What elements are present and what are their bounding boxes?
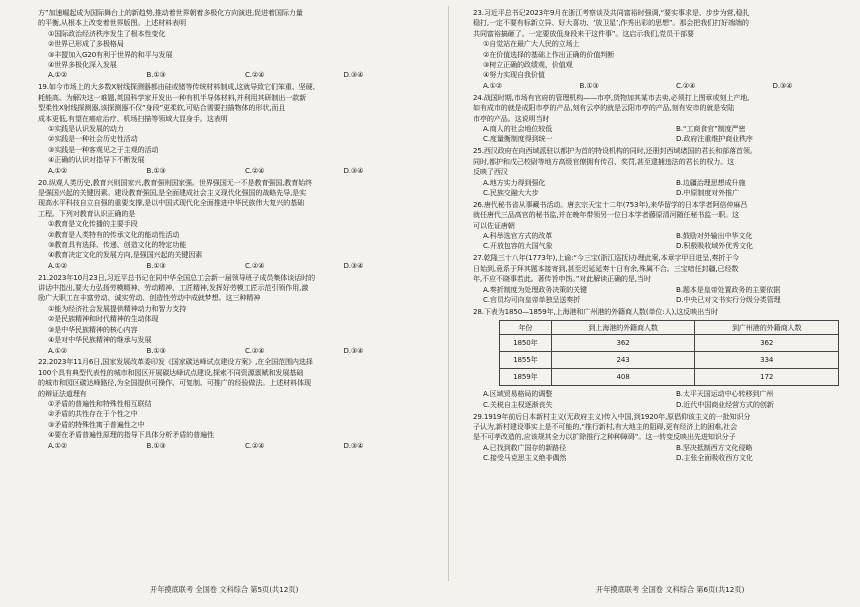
- choice-d: D.中央已对文书实行分级分类管理: [676, 294, 781, 304]
- option-1: ①教育是文化传播的主要手段: [48, 219, 138, 229]
- answer-choices-row: [473, 188, 860, 198]
- stem-line: 型柔性X射线探测器,该探测器不仅“身段”更柔软,可贴合需要扫描物体的形状,而且: [38, 103, 286, 113]
- choice-b: B.鼓励对外输出中华文化: [676, 231, 753, 241]
- answer-choices-row: [473, 134, 860, 144]
- choice-c: C.度量衡制度得到统一: [483, 134, 553, 144]
- question-28: [473, 307, 860, 410]
- stem-line: 稳打,一定不要有标新立异、好大喜功、‘放卫星’,作秀出彩的思想”。那会把我们打好端端的: [473, 18, 749, 28]
- choice-c: C.②④: [245, 345, 265, 355]
- stem-line: 是不可孝改造的,应该规其全力以扩除推行之种种障碍”。这一转变反映出先进知识分子: [473, 432, 736, 442]
- option-1: ①国际政治经济秩序发生了根本性变化: [48, 28, 166, 38]
- option-3: ③丰盟加入G20有利于世界的和平与发展: [48, 49, 173, 59]
- option-1: ①实践是认识发展的动力: [48, 123, 124, 133]
- option-4: ④教育决定文化的发展方向,是强国兴起的关键因素: [48, 250, 203, 260]
- option-3: ③矛盾的特殊性寓于普遍性之中: [48, 419, 145, 429]
- table-header-row: [500, 321, 839, 335]
- stem-line: 的辩证法道理有: [38, 388, 87, 398]
- answer-choices: [38, 346, 442, 356]
- answer-choices-row: [473, 285, 860, 295]
- option-1: ①自觉站在最广大人民的立场上: [483, 39, 580, 49]
- choice-c: C.②④: [245, 440, 265, 450]
- answer-choices-row: [473, 295, 860, 305]
- stem-line: 19.如今市场上的大多数X射线探测器都由硅或锗等传统材料制成,这就导致它们笨重、坚硬、: [38, 82, 320, 92]
- answer-choices-row: [473, 178, 860, 188]
- stem-line: 22.2023年11月6日,国家发展改革委印发《国家碳达峰试点建设方案》,在全国范围内选择: [38, 357, 313, 367]
- option-4: ④世界多极化深入发展: [48, 60, 117, 70]
- table-cell: 334: [695, 352, 839, 369]
- choice-d: D.中原制度对外推广: [676, 187, 739, 197]
- option-4: ④是对中华民族精神的继承与发展: [48, 335, 152, 345]
- stem-line: 耗能高。为解决这一难题,英国科学家开发出一种有机半导体材料,并利用其研制出一款新: [38, 92, 307, 102]
- choice-c: C.官员均可向皇帝单独呈送奏折: [483, 294, 581, 304]
- choice-d: D.主张全面吸收西方文化: [676, 453, 753, 463]
- stem-line: 21.2023年10月23日,习近平总书记在同中华全国总工会新一届领导班子成员集体谈话时的: [38, 272, 315, 282]
- choice-c: C.民族交融大大步: [483, 187, 539, 197]
- stem-line: 28.下表为1850—1859年,上海港和广州港的外籍商人数(单位:人),这反映出当时: [473, 306, 718, 316]
- choice-b: B.①③: [146, 345, 166, 355]
- choice-b: B.太平天国运动中心转移到广州: [676, 389, 774, 399]
- choice-d: D.近代中国商业经营方式的创新: [676, 399, 774, 409]
- stem-line: 20.纵观人类历史,教育兴则国家兴,教育强则国家强。世界强国无一不是教育强国,教育始终: [38, 177, 313, 187]
- stem-line: 100个具有典型代表性的城市和园区开展碳达峰试点建设,探索不同资源禀赋和发展基础: [38, 367, 304, 377]
- answer-choices: [38, 261, 442, 271]
- answer-choices: [38, 166, 442, 176]
- stem-line: 是强国兴起的关键因素。建设教育强国,是全面建成社会主义现代化强国的战略先导,是实: [38, 187, 307, 197]
- option-3: ③实践是一种客观见之于主观的活动: [48, 144, 159, 154]
- choice-c: C.关税自主权逐渐丧失: [483, 399, 553, 409]
- option-4: ④正确的认识对指导下不断发展: [48, 155, 145, 165]
- table-row: [500, 352, 839, 369]
- choice-c: C.②④: [245, 70, 265, 80]
- choice-a: A.①②: [48, 260, 68, 270]
- stem-line: 共同富裕搞砸了。一定要放低身段来干这件事”。这启示我们,党员干部要: [473, 28, 694, 38]
- choice-d: D.③④: [772, 80, 793, 90]
- stem-line: 工程。下列对教育认识正确的是: [38, 208, 136, 218]
- answer-choices-row: [473, 231, 860, 241]
- option-2: ②实践是一种社会历史性活动: [48, 134, 138, 144]
- choice-a: A.商人的社会地位较低: [483, 123, 553, 133]
- question-20: [38, 178, 442, 272]
- choice-b: B.①③: [146, 260, 166, 270]
- stem-line: 就任唐代三品高官的秘书监,并在晚年带领另一位日本学者藤原清河随任秘书监一职。这: [473, 210, 739, 220]
- choice-a: A.①②: [48, 70, 68, 80]
- question-21: [38, 273, 442, 356]
- stem-line: 讲话中指出,要大力弘扬劳模精神、劳动精神、工匠精神,发挥好劳模工匠示范引领作用,激: [38, 283, 309, 293]
- choice-a: A.①②: [48, 345, 68, 355]
- stem-line: 方”加速崛起成为国际舞台上的新趋势,推动着世界朝着多极化方向演进,促进着国际力量: [38, 8, 303, 17]
- stem-line: 的平衡,从根本上改变着世界版图。上述材料表明: [38, 18, 186, 28]
- choice-d: D.积极吸收域外优秀文化: [676, 241, 753, 251]
- page-footer-left: 开年摸底联考 全国卷 文科综合 第5页(共12页): [150, 585, 299, 594]
- stem-line: 年,不应不晓事若此。著传旨申饬。”对此解读正确的是,当时: [473, 274, 651, 284]
- choice-b: B.题本是皇帝处置政务的主要依据: [676, 284, 781, 294]
- option-2: ②是民族精神和时代精神的生动体现: [48, 314, 159, 324]
- option-3: ③是中华民族精神的核心内容: [48, 324, 138, 334]
- choice-c: C.②④: [676, 80, 696, 90]
- choice-a: A.已找到救广国存的新路径: [483, 442, 567, 452]
- choice-b: B.“工商食官”制度严密: [676, 123, 746, 133]
- option-4: ④要在矛盾普遍性原理的指导下具体分析矛盾的普遍性: [48, 430, 214, 440]
- question-25: [473, 146, 860, 198]
- answer-choices-row: [473, 400, 860, 410]
- choice-b: B.①③: [146, 165, 166, 175]
- stem-line: 现高水平科技自立自强的重要支撑,是以中国式现代化全面推进中华民族伟大复兴的基础: [38, 198, 304, 208]
- option-1: ①能为经济社会发展提供精神动力和智力支持: [48, 303, 187, 313]
- merchant-table: [499, 320, 839, 386]
- stem-line: 可以佐证唐朝: [473, 220, 515, 230]
- choice-b: B.①③: [146, 440, 166, 450]
- answer-choices: [38, 441, 442, 451]
- header-guangzhou: 到广州港的外籍商人数: [695, 321, 839, 335]
- option-2: ②教育是人类特有的传承文化的能动性活动: [48, 229, 180, 239]
- table-cell: 243: [551, 352, 695, 369]
- option-3: ③树立正确的政绩观、价值观: [483, 60, 573, 70]
- table-row: [500, 369, 839, 386]
- choice-d: D.③④: [343, 70, 364, 80]
- table-cell: 362: [695, 335, 839, 352]
- header-year: 年份: [500, 321, 552, 335]
- header-shanghai: 到上海港的外籍商人数: [551, 321, 695, 335]
- table-row: [500, 335, 839, 352]
- stem-line: 反映了西汉: [473, 167, 508, 177]
- stem-line: 子认为,新村建设事实上是不可能的,“推行新村,有大地主的阻碍,更有经济上的困难,社会: [473, 422, 738, 431]
- column-divider: [448, 6, 449, 581]
- question-29: [473, 412, 860, 464]
- option-2: ②矛盾的共性存在于个性之中: [48, 409, 138, 419]
- stem-line: 同时,都护和戊己校尉等地方高级官僚拥有传召、奖罚,甚至逮捕违法的君长的权力。这: [473, 156, 735, 166]
- choice-a: A.①②: [483, 80, 503, 90]
- choice-c: C.②④: [245, 165, 265, 175]
- table-cell: 1855年: [500, 352, 552, 369]
- option-1: ①矛盾的普遍性和特殊性相互联结: [48, 399, 152, 409]
- choice-a: A.①②: [48, 440, 68, 450]
- choice-a: A.地方实力得到强化: [483, 177, 546, 187]
- choice-a: A.①②: [48, 165, 68, 175]
- stem-line: 24.战国时期,市场有官府的管理机构——市亭,货物加其某市去卖,必须打上图章或刻上产地,: [473, 92, 750, 102]
- choice-a: A.奏折制度为处理政务决策的关键: [483, 284, 587, 294]
- table-cell: 408: [551, 369, 695, 386]
- answer-choices-row: [473, 453, 860, 463]
- left-column: [38, 8, 442, 451]
- table-cell: 1850年: [500, 335, 552, 352]
- stem-line: 如有成市的就是成阳市亭的产品,刻有云亭的就是云阳市亭的产品,刻有安市的就是安陆: [473, 103, 735, 113]
- page-footer-right: 开年摸底联考 全国卷 文科综合 第6页(共12页): [596, 585, 745, 594]
- question-23: [473, 8, 860, 91]
- stem-line: 25.西汉政府在向西域派驻以都护为首的特设机构的同时,还册封西域诸国的君长和部落首领。: [473, 146, 757, 156]
- question-22: [38, 357, 442, 451]
- stem-line: 励广大职工在丰富劳动、诚实劳动、创造性劳动中成就梦想。这三种精神: [38, 293, 261, 303]
- answer-choices-row: [473, 124, 860, 134]
- choice-b: B.边疆治理思想成升施: [676, 177, 746, 187]
- choice-a: A.科举选官方式的改革: [483, 231, 553, 241]
- stem-line: 29.1919年前后日本新村主义(无政府主义)传入中国,到1920年,原倡仰该主义的一批知识分: [473, 411, 751, 421]
- choice-c: C.②④: [245, 260, 265, 270]
- question-19: [38, 82, 442, 176]
- table-cell: 362: [551, 335, 695, 352]
- stem-line: 26.唐代秘书省从事藏书活动。唐玄宗天宝十二年(753年),来华留学的日本学者阿倍仲麻吕: [473, 199, 748, 209]
- stem-line: 市亭的产品。这说明当时: [473, 113, 550, 123]
- table-cell: 1859年: [500, 369, 552, 386]
- choice-d: D.③④: [343, 345, 364, 355]
- choice-d: D.政府注重维护商业秩序: [676, 134, 753, 144]
- stem-line: 日始到,竟系于拜其题本接寄到,甚至迟延延奏十日有余,殊属不合。三宝喑任封疆,已经数: [473, 263, 739, 273]
- question-26: [473, 200, 860, 252]
- option-4: ④努力实现自我价值: [483, 70, 545, 80]
- choice-b: B.①③: [146, 70, 166, 80]
- choice-d: D.③④: [343, 260, 364, 270]
- question-27: [473, 253, 860, 305]
- choice-b: B.坚决抵制西方文化侵略: [676, 442, 753, 452]
- stem-line: 的城市和园区碳达峰路径,为全国提供可操作、可复制、可推广的经验做法。上述材料体现: [38, 378, 311, 388]
- answer-choices-row: [473, 241, 860, 251]
- answer-choices: [473, 81, 860, 91]
- choice-d: D.③④: [343, 440, 364, 450]
- answer-choices-row: [473, 389, 860, 399]
- choice-d: D.③④: [343, 165, 364, 175]
- stem-line: 成本更低,有望在癌症治疗、机场扫描等领域大显身手。这表明: [38, 113, 228, 123]
- right-column: [473, 8, 860, 464]
- choice-a: A.区域贸易格局的调整: [483, 389, 553, 399]
- stem-line: 23.习近平总书记2023年9月在浙江考察谈及共同富裕时强调,“要实事求是、步步为营,稳扎: [473, 8, 750, 17]
- option-2: ②在价值选择的基础上作出正确的价值判断: [483, 49, 615, 59]
- answer-choices: [38, 70, 442, 80]
- choice-c: C.接受马克思主义绝非偶然: [483, 453, 567, 463]
- question-18-tail: [38, 8, 442, 81]
- choice-b: B.①③: [579, 80, 599, 90]
- answer-choices-row: [473, 443, 860, 453]
- option-3: ③教育具有选择、传递、创造文化的特定功能: [48, 239, 187, 249]
- question-24: [473, 93, 860, 145]
- choice-c: C.开放包容的大国气象: [483, 241, 553, 251]
- stem-line: 27.乾隆三十八年(1773年),上谕:“今三宝(浙江巡抚)办理此案,本章字甲目进呈,奏折于今: [473, 253, 740, 263]
- table-cell: 172: [695, 369, 839, 386]
- option-2: ②世界已形成了多极格局: [48, 39, 124, 49]
